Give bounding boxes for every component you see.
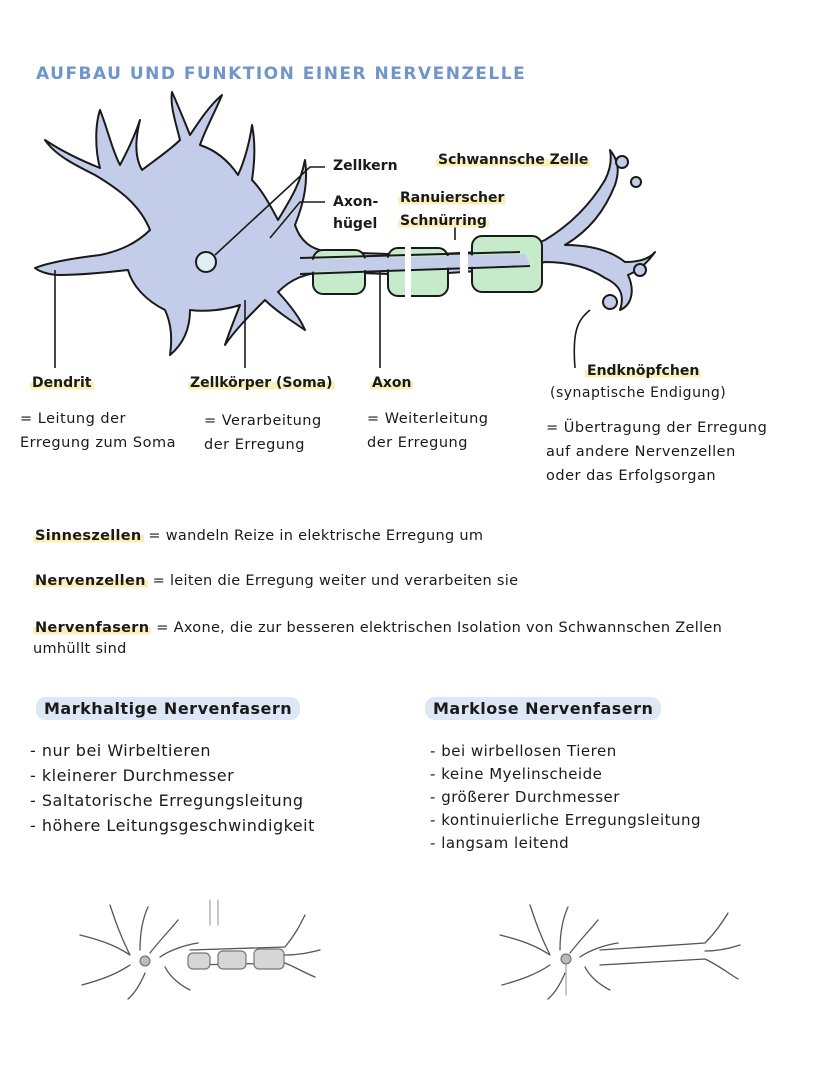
- list-item: - höhere Leitungsgeschwindigkeit: [30, 813, 315, 838]
- list-item: - nur bei Wirbeltieren: [30, 738, 315, 763]
- markhaltig-list: [30, 738, 315, 838]
- part-endknoepfchen-name: Endknöpfchen: [587, 363, 700, 379]
- page-title: AUFBAU UND FUNKTION EINER NERVENZELLE: [36, 64, 527, 84]
- definition-nervenfasern-cont: umhüllt sind: [33, 641, 127, 657]
- list-item: - kontinuierliche Erregungsleitung: [430, 809, 701, 832]
- part-soma-name: Zellkörper (Soma): [190, 375, 333, 391]
- label-ranvier-2: Schnürring: [400, 213, 487, 229]
- myelinated-neuron-sketch: [70, 895, 330, 1005]
- part-dendrit-desc: = Leitung der Erregung zum Soma: [20, 411, 176, 451]
- part-dendrit-name: Dendrit: [32, 375, 92, 391]
- label-axonhuegel-1: Axon-: [333, 194, 379, 210]
- part-endknoepfchen-desc: = Übertragung der Erregung auf andere Nervenzellen oder das Erfolgsorgan: [546, 420, 768, 484]
- unmyelinated-neuron-sketch: [490, 895, 750, 1005]
- label-schwann: Schwannsche Zelle: [438, 152, 589, 168]
- marklos-heading: Marklose Nervenfasern: [425, 699, 661, 718]
- list-item: - bei wirbellosen Tieren: [430, 740, 701, 763]
- part-endknoepfchen-sub: (synaptische Endigung): [550, 385, 727, 401]
- nucleus: [196, 252, 216, 272]
- list-item: - größerer Durchmesser: [430, 786, 701, 809]
- definition-nervenzellen: Nervenzellen = leiten die Erregung weiter und verarbeiten sie: [35, 573, 519, 589]
- list-item: - keine Myelinscheide: [430, 763, 701, 786]
- part-axon-name: Axon: [372, 375, 412, 391]
- definition-sinneszellen: Sinneszellen = wandeln Reize in elektrische Erregung um: [35, 528, 484, 544]
- label-zellkern: Zellkern: [333, 158, 398, 174]
- label-ranvier-1: Ranuierscher: [400, 190, 505, 206]
- markhaltig-heading: Markhaltige Nervenfasern: [36, 699, 300, 718]
- part-axon-desc: = Weiterleitung der Erregung: [367, 411, 489, 451]
- label-axonhuegel-2: hügel: [333, 216, 378, 232]
- marklos-list: [430, 740, 701, 855]
- list-item: - kleinerer Durchmesser: [30, 763, 315, 788]
- part-soma-desc: = Verarbeitung der Erregung: [204, 413, 322, 453]
- definition-nervenfasern: Nervenfasern = Axone, die zur besseren elektrischen Isolation von Schwannschen Zellen: [35, 620, 723, 636]
- list-item: - langsam leitend: [430, 832, 701, 855]
- list-item: - Saltatorische Erregungsleitung: [30, 788, 315, 813]
